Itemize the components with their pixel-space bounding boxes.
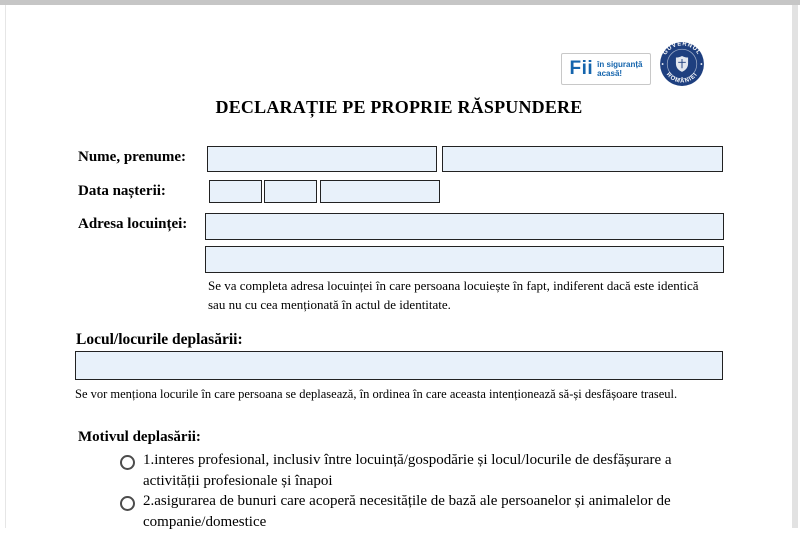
reason-option-1-radio[interactable] [120, 455, 135, 470]
address-input-line1[interactable] [205, 213, 724, 240]
reason-option-2-radio[interactable] [120, 496, 135, 511]
address-label: Adresa locuinței: [78, 216, 188, 232]
travel-places-label: Locul/locurile deplasării: [76, 331, 243, 348]
scrollbar-track[interactable] [792, 5, 798, 528]
travel-reason-label: Motivul deplasării: [78, 429, 201, 445]
birth-day-input[interactable] [209, 180, 262, 203]
birth-year-input[interactable] [320, 180, 440, 203]
travel-places-input[interactable] [75, 351, 723, 380]
birth-month-input[interactable] [264, 180, 317, 203]
travel-places-note: Se vor menționa locurile în care persoana se deplasează, în ordinea în care aceasta intenționează să-și desfășoare traseul. [75, 387, 678, 401]
fii-in-siguranta-logo [561, 53, 651, 85]
address-input-line2[interactable] [205, 246, 724, 273]
name-input-second[interactable] [442, 146, 723, 172]
seal-arc-top-text: GUVERNUL [662, 41, 702, 57]
fii-logo-tagline: în siguranță acasă! [597, 60, 643, 78]
reason-option-2-text: 2.asigurarea de bunuri care acoperă necesitățile de bază ale persoanelor și animalelor de companie/domestice [143, 493, 671, 530]
name-input-first[interactable] [207, 146, 437, 172]
birth-date-label: Data nașterii: [78, 183, 166, 199]
seal-arc-bottom-text: ROMÂNIEI [664, 71, 700, 85]
guvernul-romaniei-seal-icon [655, 37, 709, 91]
name-label: Nume, prenume: [78, 149, 187, 165]
address-note: Se va completa adresa locuinței în care persoana locuiește în fapt, indiferent dacă este identică sau nu cu cea menționată în actul de identitate. [208, 278, 699, 312]
document-page [6, 5, 792, 528]
reason-option-1-text: 1.interes profesional, inclusiv între locuință/gospodărie și locul/locurile de desfășurare a activității profesionale și înapoi [143, 452, 672, 489]
fii-logo-text: Fii [569, 58, 594, 79]
form-title: DECLARAȚIE PE PROPRIE RĂSPUNDERE [215, 97, 583, 117]
